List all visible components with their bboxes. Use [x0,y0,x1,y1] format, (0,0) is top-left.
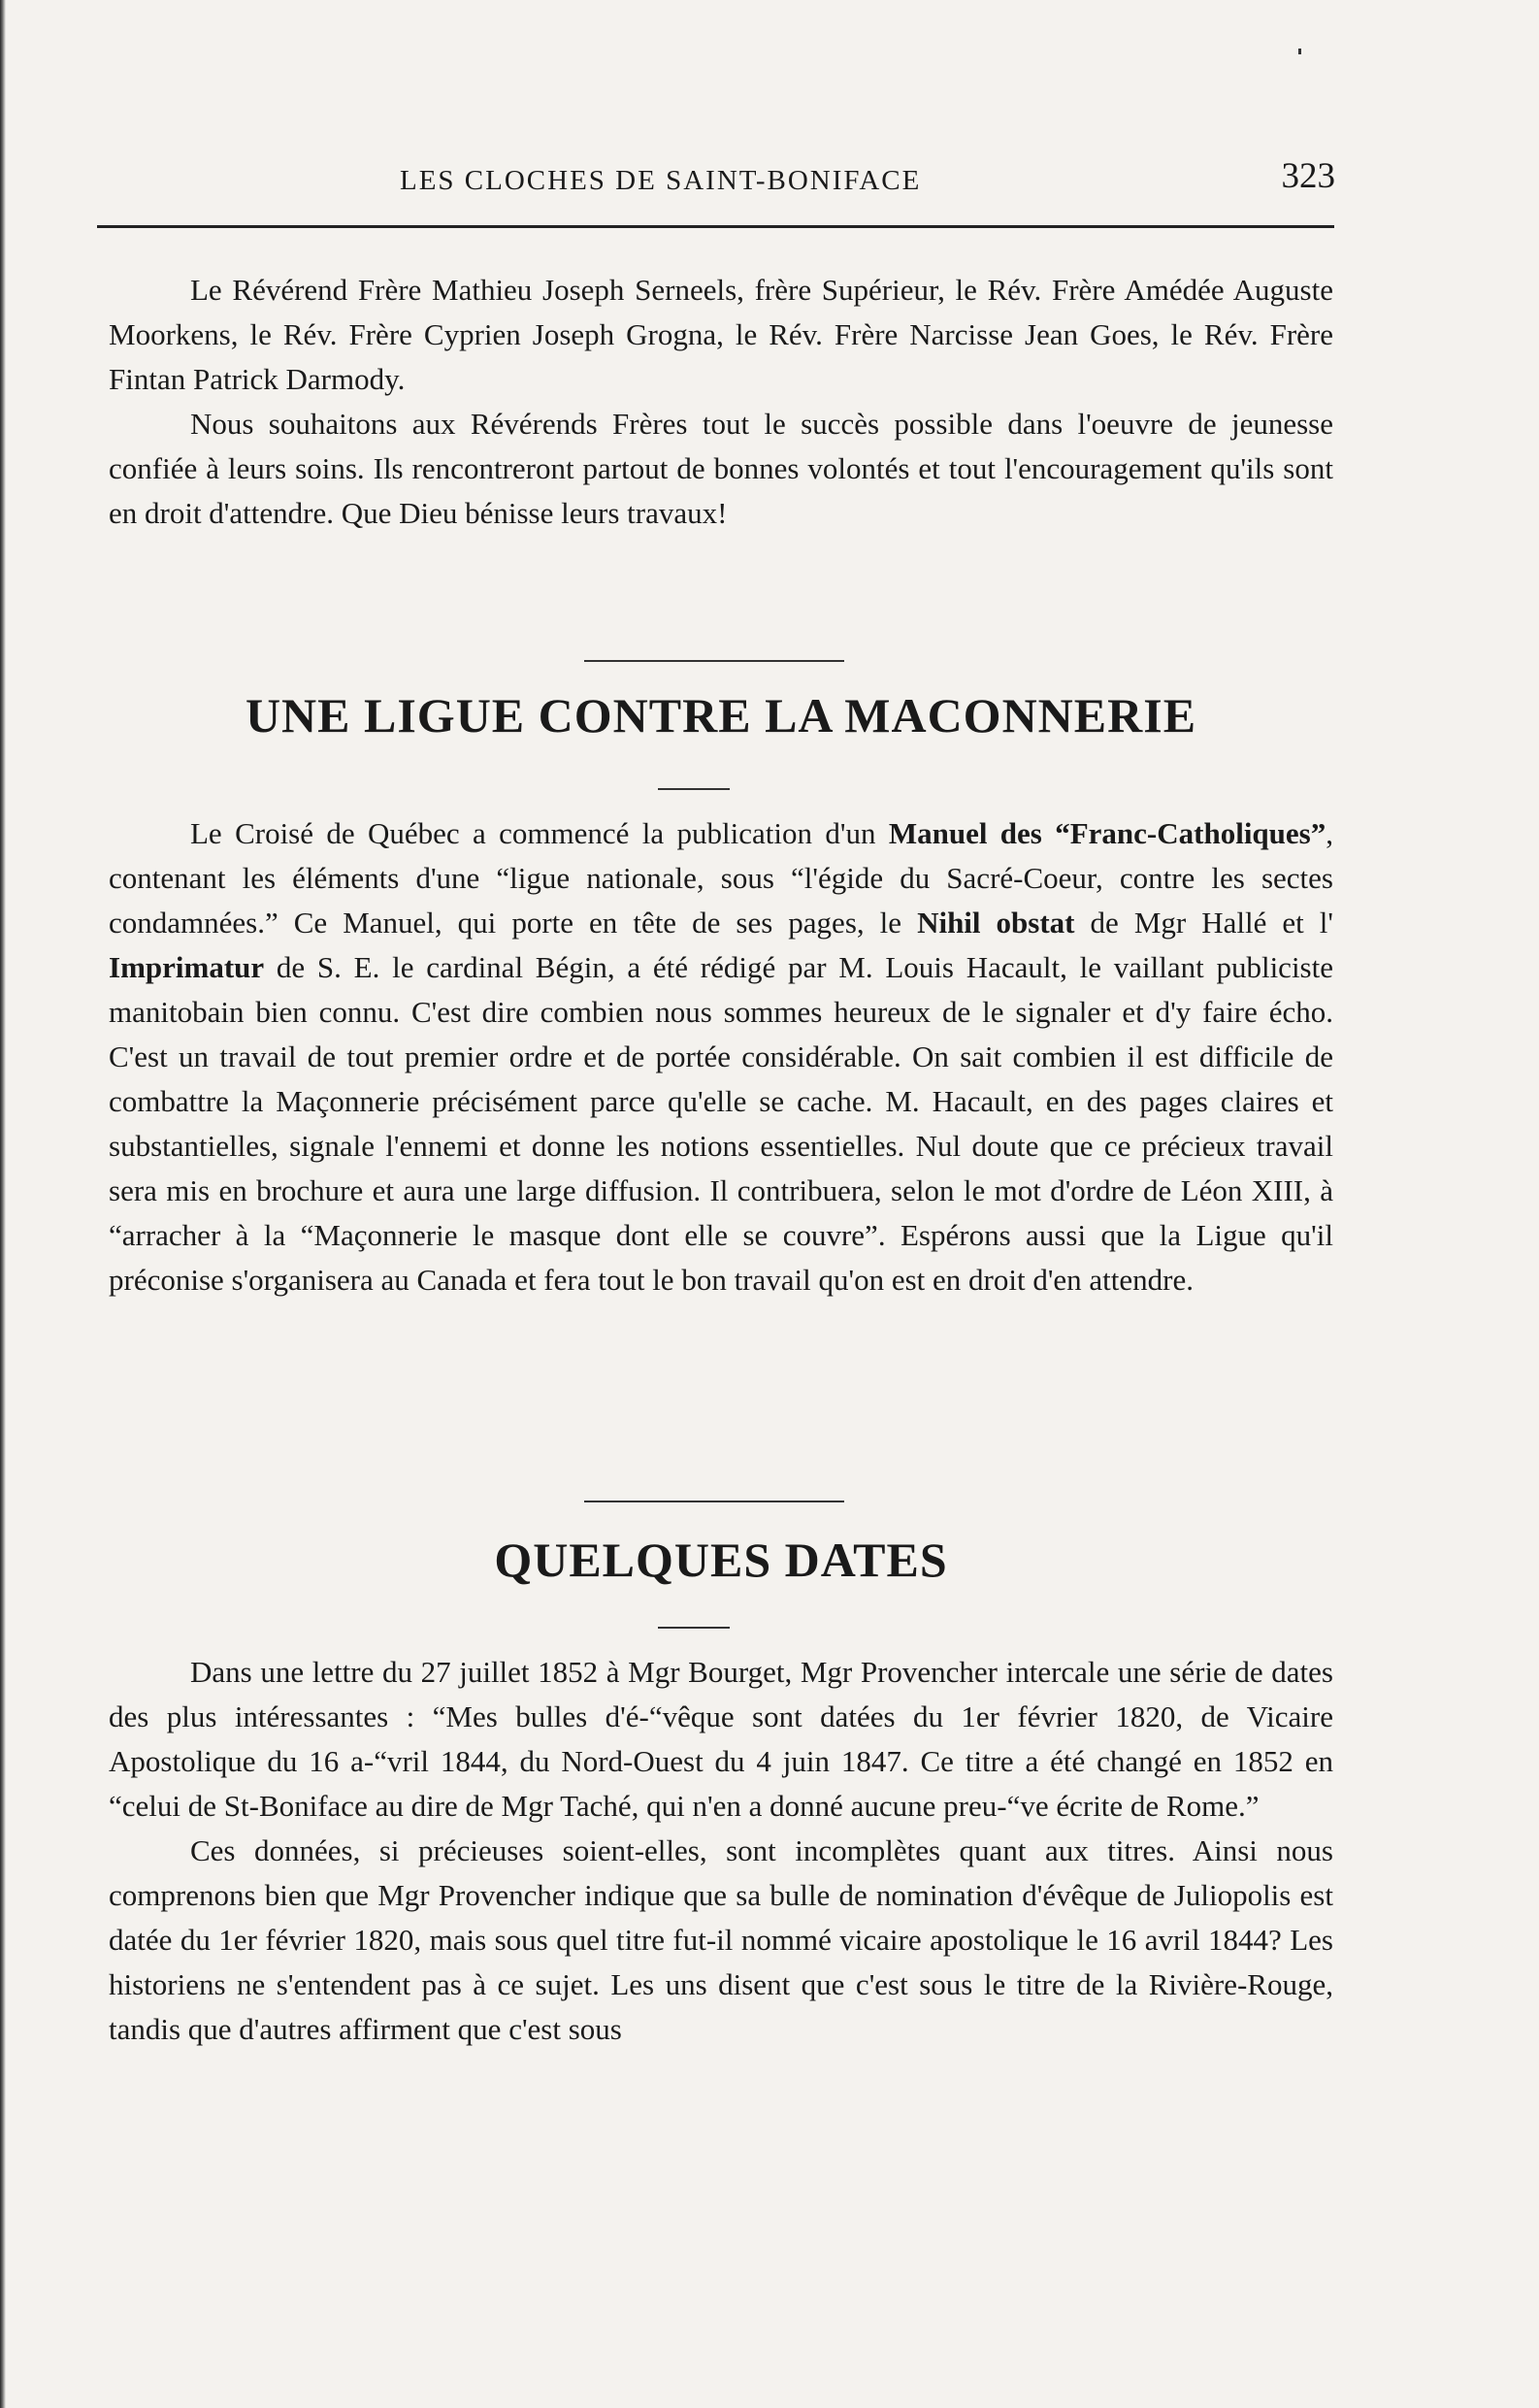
text-run: de Mgr Hallé et l' [1074,906,1333,940]
intro-text [109,268,1333,536]
page-edge [0,0,6,2408]
text-run: , contenant les éléments d'une “ligue nationale, sous “l'égide du Sacré-Coeur, contre les sectes condamnées.” Ce Manuel, qui porte en tête de ses pages, le [109,816,1333,940]
running-title: LES CLOCHES DE SAINT-BONIFACE [400,165,922,196]
maconnerie-text [109,811,1333,1303]
dates-paragraph-1: Dans une lettre du 27 juillet 1852 à Mgr Bourget, Mgr Provencher intercale une série de dates des plus intéressantes : “Mes bulles d'é-“vêque sont datées du 1er février 1820, de Vicaire Apostolique du 16 a-“vril 1844, du Nord-Ouest du 4 juin 1847. Ce titre a été changé en 1852 en “celui de St-Boniface au dire de Mgr Taché, qui n'en a donné aucune preu-“ve écrite de Rome.” [109,1655,1333,1823]
emphasis-imprimatur: Imprimatur [109,950,265,984]
dates-paragraph-2: Ces données, si précieuses soient-elles, sont incomplètes quant aux titres. Ainsi nous comprenons bien que Mgr Provencher indique que sa bulle de nomination d'évêque de Juliopolis est datée du 1er février 1820, mais sous quel titre fut-il nommé vicaire apostolique le 16 avril 1844? Les historiens ne s'entendent pas à ce sujet. Les uns disent que c'est sous le titre de la Rivière-Rouge, tandis que d'autres affirment que c'est sous [109,1833,1333,2046]
section-divider [584,1501,844,1502]
intro-paragraph-2: Nous souhaitons aux Révérends Frères tout le succès possible dans l'oeuvre de jeunesse confiée à leurs soins. Ils rencontreront partout de bonnes volontés et tout l'encouragement qu'ils sont en droit d'attendre. Que Dieu bénisse leurs travaux! [109,407,1333,530]
section-divider [584,660,844,662]
emphasis-manuel: Manuel des “Franc-Catholiques” [888,816,1326,850]
text-run: Le Croisé de Québec a commencé la publication d'un [190,816,889,850]
dates-text [109,1650,1333,2052]
title-underline [658,1627,730,1629]
page-header [194,155,1349,214]
title-underline [658,788,730,790]
text-run: de S. E. le cardinal Bégin, a été rédigé par M. Louis Hacault, le vaillant publiciste manitobain bien connu. C'est dire combien nous sommes heureux de le signaler et d'y faire écho. C'est un travail de tout premier ordre et de portée considérable. On sait combien il est difficile de combattre la Maçonnerie précisément parce qu'elle se cache. M. Hacault, en des pages claires et substantielles, signale l'ennemi et donne les notions essentielles. Nul doute que ce précieux travail sera mis en brochure et aura une large diffusion. Il contribuera, selon le mot d'ordre de Léon XIII, à “arracher à la “Maçonnerie le masque dont elle se couvre”. Espérons aussi que la Ligue qu'il préconise s'organisera au Canada et fera tout le bon travail qu'on est en droit d'en attendre. [109,950,1333,1297]
section-title-maconnerie: UNE LIGUE CONTRE LA MACONNERIE [245,688,1197,742]
emphasis-nihil-obstat: Nihil obstat [917,906,1075,940]
maconnerie-paragraph [109,811,1333,1303]
section-title-dates: QUELQUES DATES [494,1533,948,1587]
intro-paragraph-1: Le Révérend Frère Mathieu Joseph Serneels, frère Supérieur, le Rév. Frère Amédée Auguste Moorkens, le Rév. Frère Cyprien Joseph Grogna, le Rév. Frère Narcisse Jean Goes, le Rév. Frère Fintan Patrick Darmody. [109,273,1333,396]
header-rule [97,225,1334,228]
edge-mark [1298,49,1301,54]
page-number: 323 [1281,156,1335,196]
